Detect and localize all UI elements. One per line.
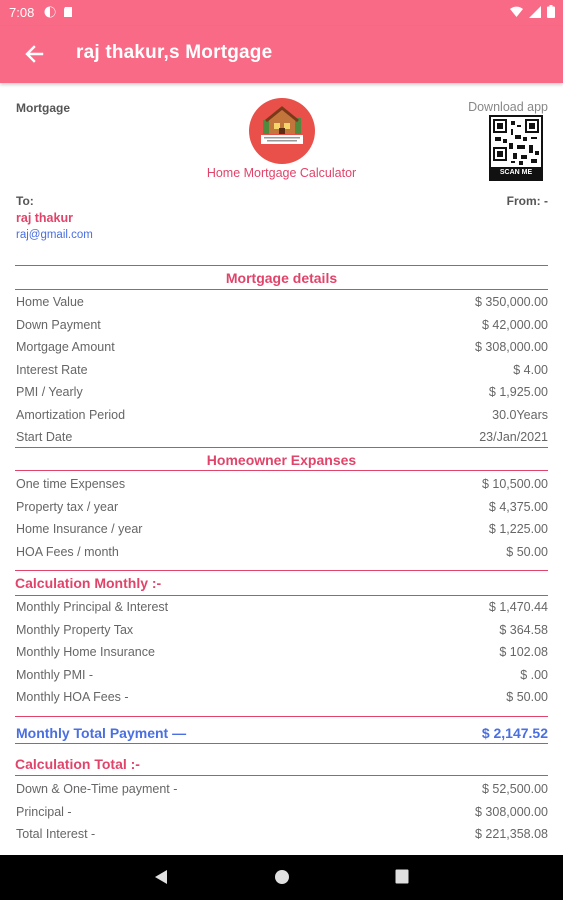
status-bar xyxy=(0,0,563,26)
status-time: 7:08 xyxy=(9,5,35,20)
sd-card-icon xyxy=(62,6,74,18)
monthly-total-value: $ 2,147.52 xyxy=(481,725,548,741)
back-triangle-icon[interactable] xyxy=(154,869,168,885)
app-bar xyxy=(0,26,563,83)
homeowner-expenses-header xyxy=(15,447,548,473)
list-item: PMI / Yearly $ 1,925.00 xyxy=(16,385,548,399)
qr-pattern-icon xyxy=(491,117,541,167)
calculation-monthly-header xyxy=(15,570,548,600)
mortgage-report[interactable] xyxy=(0,83,563,855)
to-label: To: xyxy=(16,194,34,208)
mortgage-details-header xyxy=(15,265,548,291)
list-item: Monthly PMI - $ .00 xyxy=(16,668,548,682)
list-item: Monthly HOA Fees - $ 50.00 xyxy=(16,690,548,704)
qr-code[interactable] xyxy=(489,115,543,181)
list-item: Home Insurance / year $ 1,225.00 xyxy=(16,522,548,536)
from-label: From: - xyxy=(506,194,548,208)
app-logo xyxy=(249,98,315,164)
download-app-label: Download app xyxy=(468,100,548,114)
homeowner-expenses-title: Homeowner Expanses xyxy=(206,452,357,468)
home-circle-icon[interactable] xyxy=(274,869,290,885)
list-item: Mortgage Amount $ 308,000.00 xyxy=(16,340,548,354)
monthly-total-label: Monthly Total Payment — xyxy=(16,725,187,741)
page-title: raj thakur,s Mortgage xyxy=(76,42,273,63)
list-item: Principal - $ 308,000.00 xyxy=(16,805,548,819)
battery-icon xyxy=(547,5,555,18)
recents-square-icon[interactable] xyxy=(395,869,409,884)
data-saver-icon xyxy=(44,6,56,18)
list-item: HOA Fees / month $ 50.00 xyxy=(16,545,548,559)
calculator-title: Home Mortgage Calculator xyxy=(206,166,357,180)
list-item: Total Interest - $ 221,358.08 xyxy=(16,827,548,841)
list-item: Down Payment $ 42,000.00 xyxy=(16,318,548,332)
system-nav-bar xyxy=(0,855,563,900)
calculation-total-header xyxy=(15,752,548,778)
list-item: Monthly Property Tax $ 364.58 xyxy=(16,623,548,637)
list-item: Down & One-Time payment - $ 52,500.00 xyxy=(16,782,548,796)
list-item: Monthly Home Insurance $ 102.08 xyxy=(16,645,548,659)
wifi-icon xyxy=(510,6,523,18)
list-item: Interest Rate $ 4.00 xyxy=(16,363,548,377)
list-item: Amortization Period 30.0Years xyxy=(16,408,548,422)
recipient-email[interactable]: raj@gmail.com xyxy=(16,229,93,241)
recipient-name: raj thakur xyxy=(16,211,73,225)
scan-me-caption: SCAN ME xyxy=(491,167,541,179)
list-item: Property tax / year $ 4,375.00 xyxy=(16,500,548,514)
house-logo-icon xyxy=(249,98,315,164)
list-item: One time Expenses $ 10,500.00 xyxy=(16,477,548,491)
report-type-label: Mortgage xyxy=(16,101,70,115)
signal-icon xyxy=(529,6,541,18)
mortgage-details-title: Mortgage details xyxy=(225,270,338,286)
calculation-monthly-title: Calculation Monthly :- xyxy=(15,575,162,591)
calculation-total-title: Calculation Total :- xyxy=(15,756,140,772)
list-item: Monthly Principal & Interest $ 1,470.44 xyxy=(16,600,548,614)
list-item: Start Date 23/Jan/2021 xyxy=(16,430,548,444)
list-item: Home Value $ 350,000.00 xyxy=(16,295,548,309)
back-arrow-icon[interactable] xyxy=(22,41,48,67)
